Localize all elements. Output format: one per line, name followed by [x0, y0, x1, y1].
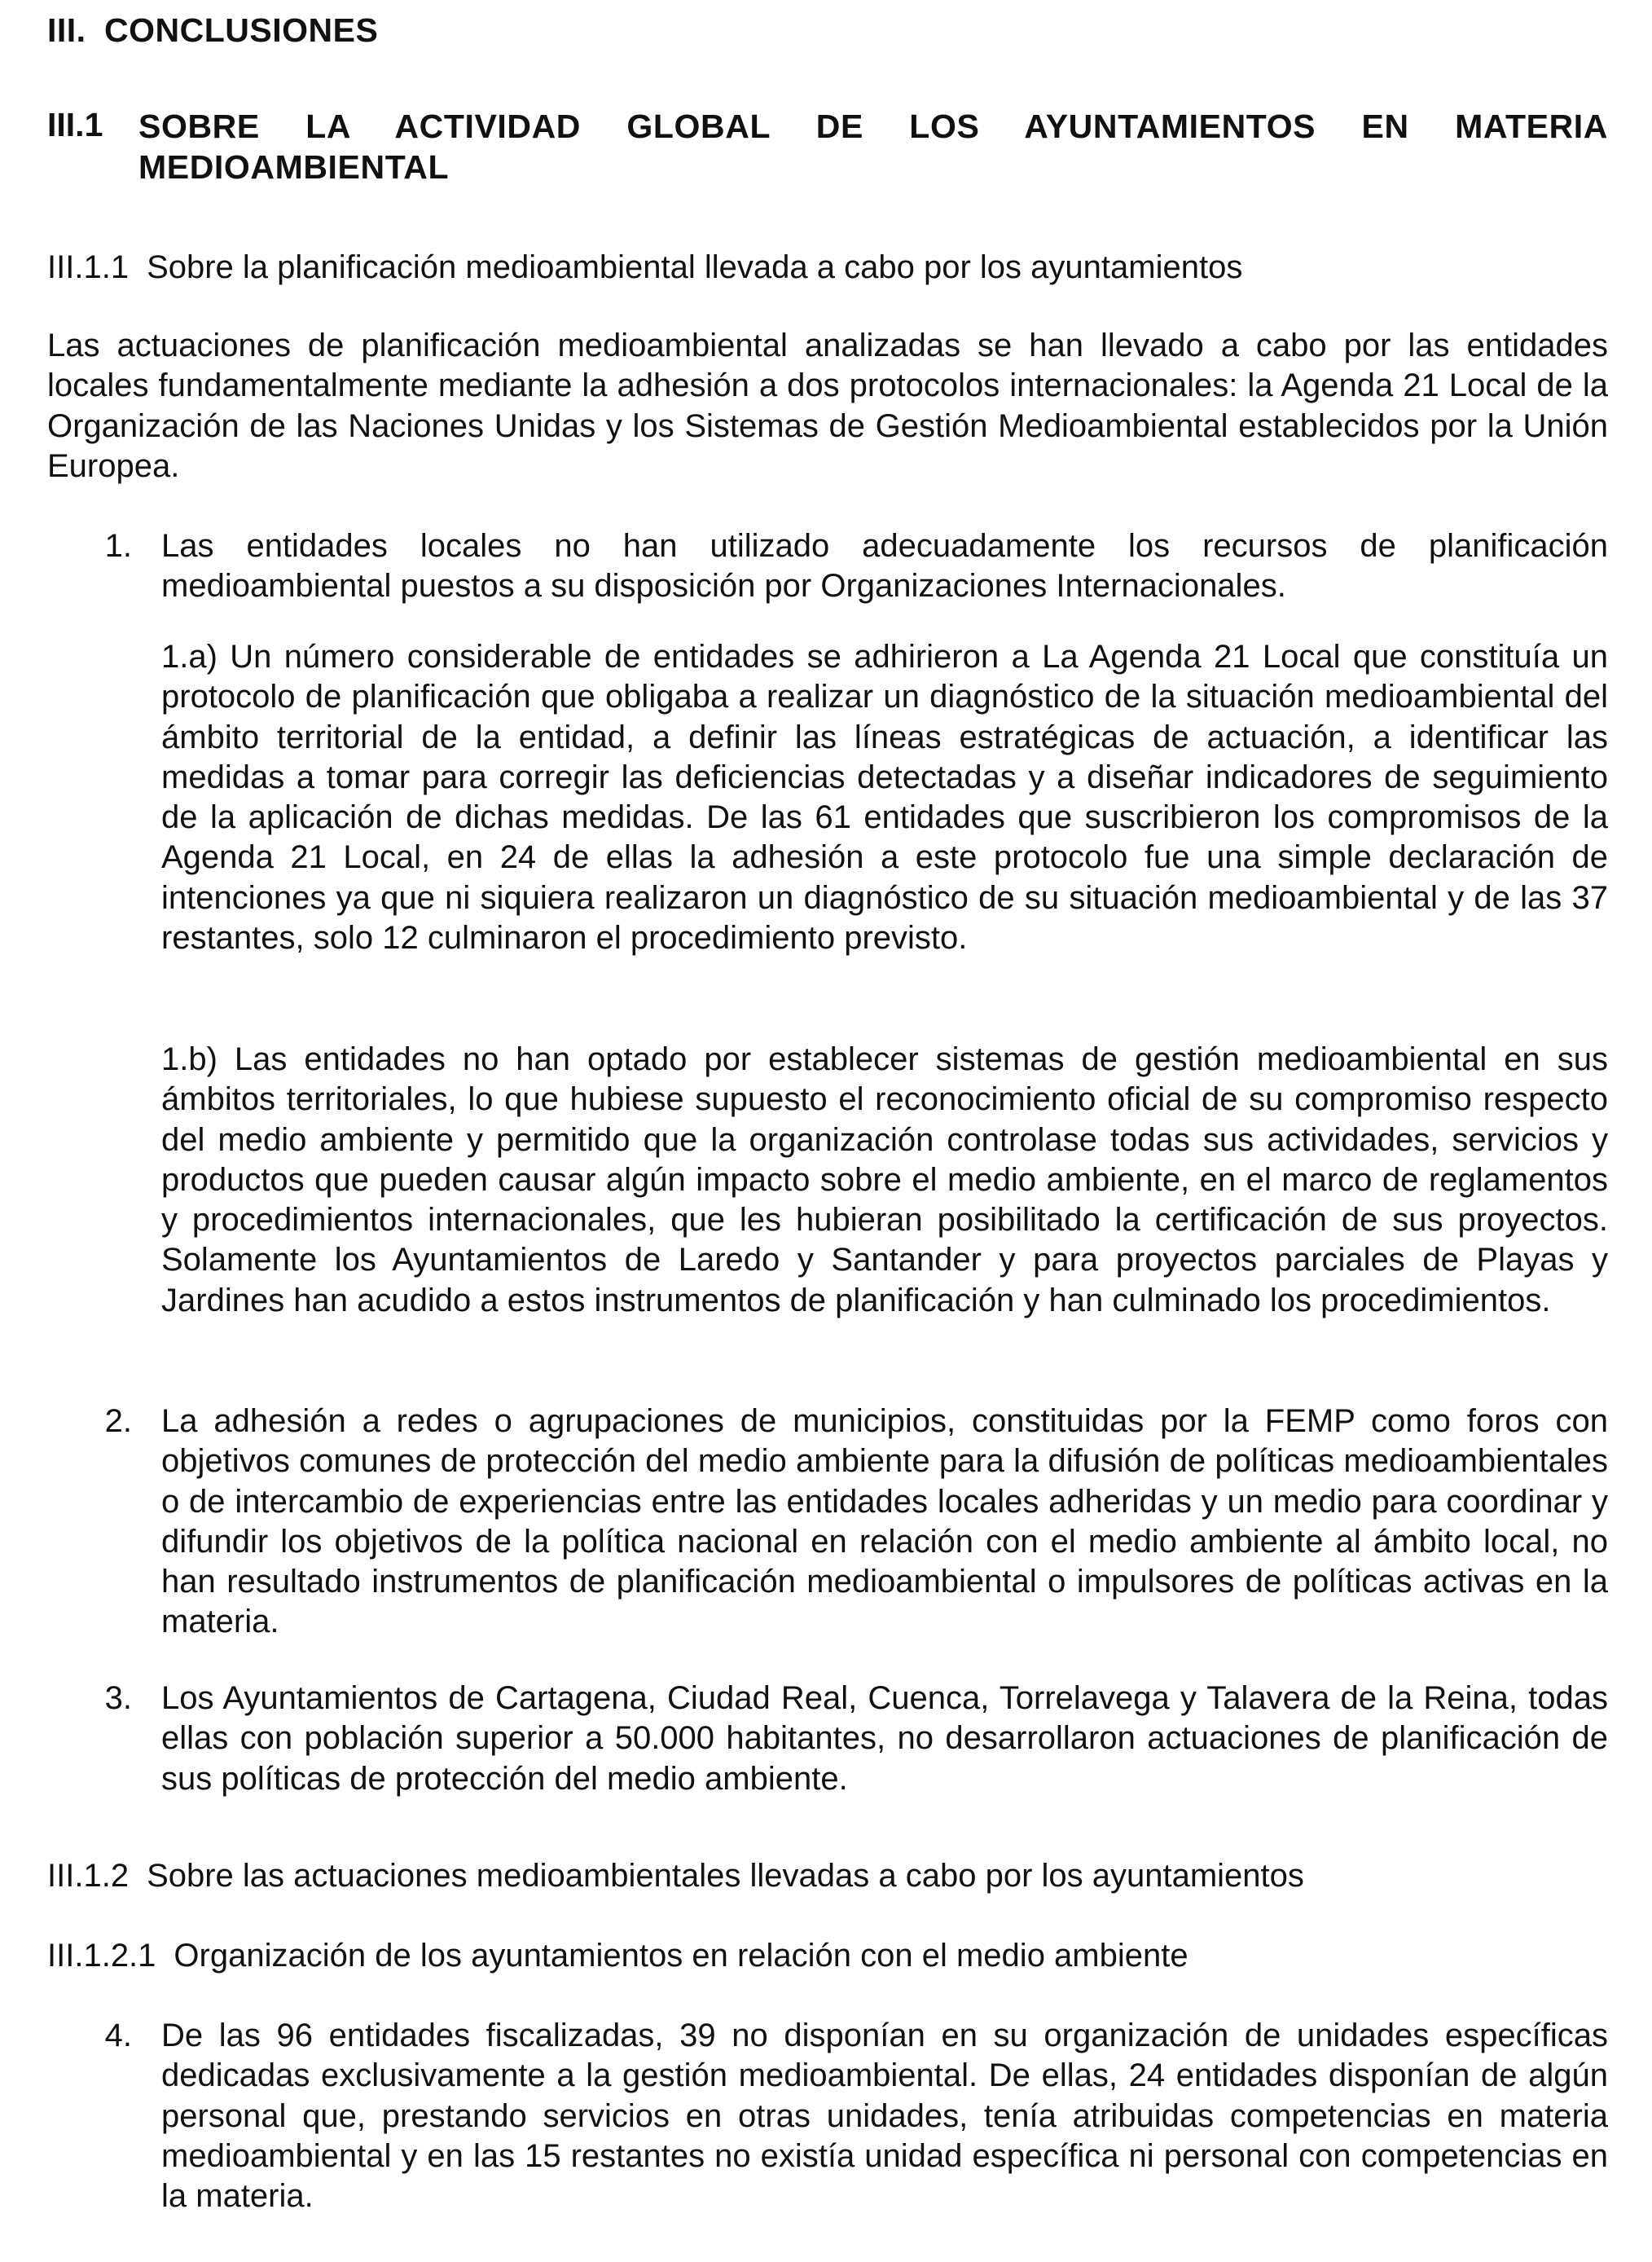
- list-marker: 2.: [104, 1403, 132, 1439]
- section-title-line-1: SOBRE LA ACTIVIDAD GLOBAL DE LOS AYUNTAMIENTOS EN MATERIA: [138, 108, 1608, 145]
- subsection-number: III.1.2: [47, 1858, 130, 1894]
- list-marker: 1.: [104, 528, 132, 564]
- list-item-2: [47, 1402, 1608, 1646]
- list-item-3: [47, 1679, 1608, 1801]
- subsection-title: Organización de los ayuntamientos en relación con el medio ambiente: [174, 1938, 1188, 1974]
- chapter-title: CONCLUSIONES: [104, 11, 379, 49]
- section-heading: [47, 106, 1608, 187]
- list-item-text: De las 96 entidades fiscalizadas, 39 no disponían en su organización de unidades específicas dedicadas exclusivamente a la gestión medioambiental. De ellas, 24 entidades disponían de algún personal que, prestando servicios en otras unidades, tenía atribuidas competencias en materia medioambiental y en las 15 restantes no existía unidad específica ni personal con competencias en la materia.: [161, 2018, 1608, 2215]
- chapter-heading: [47, 11, 378, 50]
- list-item-text: Las entidades locales no han utilizado adecuadamente los recursos de planificación medioambiental puestos a su disposición por Organizaciones Internacionales.: [161, 528, 1608, 605]
- list-item-1: [47, 526, 1608, 608]
- chapter-number: III.: [47, 11, 86, 49]
- intro-paragraph: Las actuaciones de planificación medioambiental analizadas se han llevado a cabo por las entidades locales fundamentalmente mediante la adhesión a dos protocolos internacionales: la Agenda 21 Local de la Organización de las Naciones Unidas y los Sistemas de Gestión Medioambiental establecidos por la Unión Europea.: [47, 328, 1608, 484]
- subsection-heading-1-2: [47, 1858, 1304, 1895]
- list-marker: 3.: [104, 1680, 132, 1716]
- subsection-number: III.1.1: [47, 249, 130, 285]
- section-title: [138, 106, 1608, 187]
- subsection-title: Sobre la planificación medioambiental llevada a cabo por los ayuntamientos: [147, 249, 1243, 285]
- subsection-heading-1-1: [47, 249, 1242, 286]
- list-item-4: [47, 2016, 1608, 2228]
- subsection-number: III.1.2.1: [47, 1938, 156, 1974]
- list-subitem-1b: 1.b) Las entidades no han optado por establecer sistemas de gestión medioambiental en sus ámbitos territoriales, lo que hubiese supuesto el reconocimiento oficial de su compromiso respecto del medio ambiente y permitido que la organización controlase todas sus actividades, servicios y productos que pueden causar algún impacto sobre el medio ambiente, en el marco de reglamentos y procedimientos internacionales, que les hubieran posibilitado la certificación de sus proyectos. Solamente los Ayuntamientos de Laredo y Santander y para proyectos parciales de Playas y Jardines han acudido a estos instrumentos de planificación y han culminado los procedimientos.: [161, 1041, 1608, 1318]
- section-title-line-2: MEDIOAMBIENTAL: [138, 148, 450, 186]
- section-number: III.1: [47, 106, 103, 143]
- list-subitem-1a: 1.a) Un número considerable de entidades se adhirieron a La Agenda 21 Local que constituía un protocolo de planificación que obligaba a realizar un diagnóstico de la situación medioambiental del ámbito territorial de la entidad, a definir las líneas estratégicas de actuación, a identificar las medidas a tomar para corregir las deficiencias detectadas y a diseñar indicadores de seguimiento de la aplicación de dichas medidas. De las 61 entidades que suscribieron los compromisos de la Agenda 21 Local, en 24 de ellas la adhesión a este protocolo fue una simple declaración de intenciones ya que ni siquiera realizaron un diagnóstico de su situación medioambiental y de las 37 restantes, solo 12 culminaron el procedimiento previsto.: [161, 639, 1608, 957]
- list-item-text: La adhesión a redes o agrupaciones de municipios, constituidas por la FEMP como foros con objetivos comunes de protección del medio ambiente para la difusión de políticas medioambientales o de intercambio de experiencias entre las entidades locales adheridas y un medio para coordinar y difundir los objetivos de la política nacional en relación con el medio ambiente al ámbito local, no han resultado instrumentos de planificación medioambiental o impulsores de políticas activas en la materia.: [161, 1403, 1608, 1640]
- list-marker: 4.: [104, 2018, 132, 2053]
- list-item-text: Los Ayuntamientos de Cartagena, Ciudad Real, Cuenca, Torrelavega y Talavera de la Reina, todas ellas con población superior a 50.000 habitantes, no desarrollaron actuaciones de planificación de sus políticas de protección del medio ambiente.: [161, 1680, 1608, 1797]
- subsection-title: Sobre las actuaciones medioambientales llevadas a cabo por los ayuntamientos: [147, 1858, 1304, 1894]
- subsection-heading-1-2-1: [47, 1938, 1188, 1974]
- document-page: [47, 0, 1608, 2262]
